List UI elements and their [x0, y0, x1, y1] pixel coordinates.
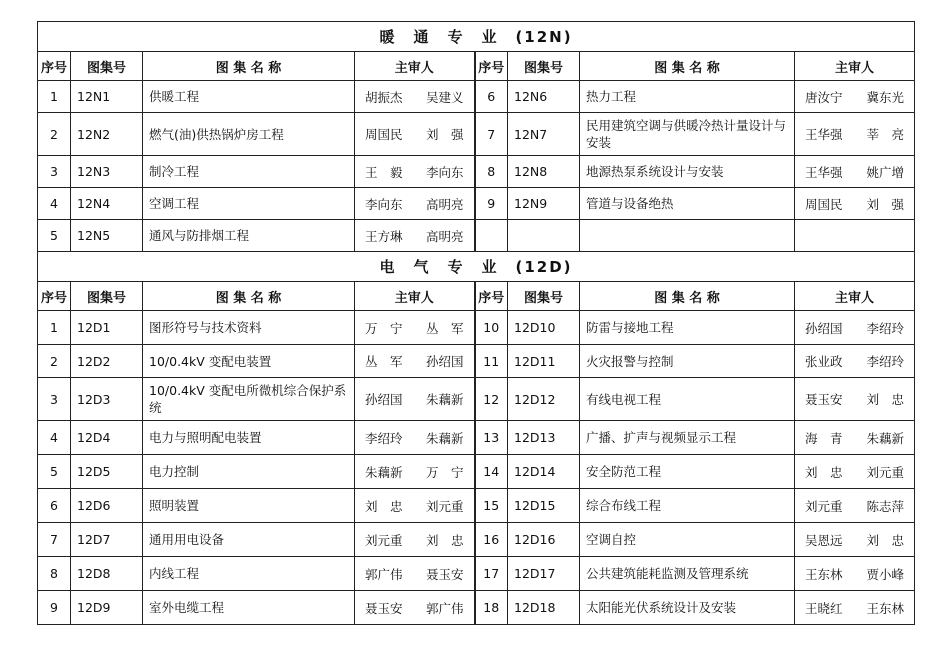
- reviewer-1: 孙绍国: [805, 320, 843, 336]
- atlas-name: [143, 220, 355, 252]
- atlas-reviewer: [355, 156, 475, 188]
- atlas-no: 6: [38, 489, 71, 523]
- atlas-no: 10: [475, 311, 508, 345]
- atlas-no: 2: [38, 345, 71, 378]
- reviewer-2: 刘 强: [866, 196, 905, 212]
- reviewer-2: 吴建义: [425, 89, 464, 105]
- atlas-reviewer: [795, 188, 915, 220]
- atlas-code: 12N5: [71, 220, 143, 252]
- atlas-no: 9: [475, 188, 508, 220]
- reviewer-1: 刘 忠: [805, 464, 843, 480]
- atlas-reviewer: [795, 421, 915, 455]
- atlas-code: 12N7: [508, 113, 580, 156]
- atlas-name-text: 电力与照明配电装置: [149, 430, 262, 445]
- atlas-name-text: 电力控制: [149, 464, 200, 479]
- header-reviewer: 主审人: [795, 282, 915, 311]
- header-no: 序号: [38, 282, 71, 311]
- table-row: [38, 523, 915, 557]
- atlas-code: 12D3: [71, 378, 143, 421]
- reviewer-2: 王东林: [866, 600, 905, 616]
- atlas-name-text: 制冷工程: [149, 164, 200, 179]
- reviewer-2: 李绍玲: [866, 354, 905, 369]
- atlas-name-text: 安全防范工程: [586, 464, 662, 479]
- atlas-no: 14: [475, 455, 508, 489]
- atlas-name: [580, 188, 795, 220]
- atlas-name-text: 10/0.4kV 变配电装置: [149, 353, 272, 369]
- atlas-no: 16: [475, 523, 508, 557]
- atlas-no: 11: [475, 345, 508, 378]
- atlas-reviewer: [355, 591, 475, 625]
- reviewer-1: 孙绍国: [365, 392, 403, 407]
- reviewer-2: 郭广伟: [425, 600, 464, 616]
- atlas-no: 4: [38, 421, 71, 455]
- header-name: 图 集 名 称: [143, 282, 355, 311]
- reviewer-2: 刘元重: [425, 498, 464, 514]
- reviewer-names: [361, 352, 468, 370]
- atlas-name: [143, 345, 355, 378]
- reviewer-1: 郭广伟: [365, 566, 403, 582]
- reviewer-1: 胡振杰: [365, 89, 403, 105]
- reviewer-2: 孙绍国: [425, 354, 464, 369]
- reviewer-2: 高明亮: [425, 196, 464, 212]
- reviewer-2: 刘元重: [866, 464, 905, 480]
- atlas-code: 12D2: [71, 345, 143, 378]
- atlas-reviewer: [795, 113, 915, 156]
- reviewer-1: 聂玉安: [365, 600, 403, 616]
- atlas-reviewer: [795, 557, 915, 591]
- atlas-name-text: 图形符号与技术资料: [149, 320, 262, 335]
- atlas-code: 12D10: [508, 311, 580, 345]
- atlas-no: 3: [38, 378, 71, 421]
- atlas-reviewer: [795, 156, 915, 188]
- atlas-code: 12D8: [71, 557, 143, 591]
- atlas-name-text: 民用建筑空调与供暖冷热计量设计与安装: [586, 118, 787, 150]
- atlas-code: 12D16: [508, 523, 580, 557]
- atlas-no: 7: [38, 523, 71, 557]
- atlas-reviewer: [355, 557, 475, 591]
- empty-cell: [475, 220, 508, 252]
- table-row: [38, 378, 915, 421]
- header-code: 图集号: [508, 282, 580, 311]
- reviewer-names: [801, 497, 908, 515]
- reviewer-names: [361, 463, 468, 481]
- reviewer-names: [801, 319, 908, 337]
- header-name: 图 集 名 称: [143, 52, 355, 81]
- reviewer-1: 刘元重: [365, 532, 403, 548]
- reviewer-2: 刘 忠: [866, 392, 905, 407]
- table-row: [38, 421, 915, 455]
- atlas-code: 12D6: [71, 489, 143, 523]
- header-no: 序号: [475, 52, 508, 81]
- reviewer-2: 冀东光: [866, 89, 905, 105]
- atlas-name: [580, 378, 795, 421]
- atlas-name-text: 有线电视工程: [586, 391, 662, 407]
- reviewer-2: 万 宁: [425, 464, 464, 480]
- atlas-code: 12D7: [71, 523, 143, 557]
- atlas-name: [580, 421, 795, 455]
- section-title: 电 气 专 业 (12D): [38, 252, 915, 282]
- atlas-name: [143, 591, 355, 625]
- atlas-no: 4: [38, 188, 71, 220]
- atlas-no: 6: [475, 81, 508, 113]
- table-row: [38, 345, 915, 378]
- atlas-name: [143, 311, 355, 345]
- reviewer-1: 聂玉安: [805, 392, 843, 407]
- table-row: [38, 113, 915, 156]
- table-row: [38, 220, 915, 252]
- reviewer-1: 刘 忠: [365, 498, 403, 514]
- atlas-name: [143, 523, 355, 557]
- reviewer-1: 王华强: [805, 127, 843, 142]
- atlas-name-text: 通风与防排烟工程: [149, 228, 250, 243]
- atlas-code: 12N9: [508, 188, 580, 220]
- header-reviewer: 主审人: [795, 52, 915, 81]
- reviewer-1: 万 宁: [365, 320, 403, 336]
- atlas-no: 5: [38, 220, 71, 252]
- atlas-reviewer: [795, 489, 915, 523]
- atlas-code: 12D13: [508, 421, 580, 455]
- atlas-code: 12N3: [71, 156, 143, 188]
- atlas-code: 12D11: [508, 345, 580, 378]
- atlas-name: [580, 156, 795, 188]
- empty-cell: [580, 220, 795, 252]
- table-row: [38, 156, 915, 188]
- atlas-no: 8: [475, 156, 508, 188]
- atlas-reviewer: [795, 455, 915, 489]
- reviewer-2: 刘 忠: [866, 532, 905, 548]
- atlas-name-text: 供暖工程: [149, 89, 200, 104]
- atlas-reviewer: [355, 523, 475, 557]
- atlas-name: [580, 311, 795, 345]
- atlas-code: 12N8: [508, 156, 580, 188]
- header-name: 图 集 名 称: [580, 282, 795, 311]
- atlas-reviewer: [795, 311, 915, 345]
- header-no: 序号: [475, 282, 508, 311]
- atlas-catalog-table: [37, 21, 915, 625]
- reviewer-2: 刘 强: [425, 127, 464, 142]
- atlas-code: 12N2: [71, 113, 143, 156]
- reviewer-2: 陈志萍: [866, 498, 905, 514]
- atlas-name: [580, 81, 795, 113]
- reviewer-names: [801, 390, 908, 408]
- atlas-name: [143, 421, 355, 455]
- reviewer-names: [801, 599, 908, 617]
- reviewer-1: 张业政: [805, 354, 843, 369]
- atlas-name-text: 内线工程: [149, 566, 200, 581]
- atlas-reviewer: [355, 455, 475, 489]
- atlas-name-text: 太阳能光伏系统设计及安装: [586, 600, 737, 615]
- reviewer-2: 朱藕新: [425, 430, 464, 446]
- reviewer-names: [801, 463, 908, 481]
- atlas-code: 12D4: [71, 421, 143, 455]
- atlas-name-text: 空调自控: [586, 532, 637, 547]
- reviewer-1: 王方琳: [365, 228, 403, 244]
- atlas-code: 12N4: [71, 188, 143, 220]
- section-title: 暖 通 专 业 (12N): [38, 22, 915, 52]
- reviewer-names: [361, 497, 468, 515]
- atlas-code: 12D18: [508, 591, 580, 625]
- table-row: [38, 489, 915, 523]
- reviewer-names: [801, 531, 908, 549]
- header-reviewer: 主审人: [355, 52, 475, 81]
- atlas-name: [580, 455, 795, 489]
- empty-cell: [508, 220, 580, 252]
- reviewer-1: 周国民: [365, 127, 403, 142]
- atlas-name-text: 燃气(油)供热锅炉房工程: [149, 126, 284, 142]
- reviewer-2: 李绍玲: [866, 320, 905, 336]
- atlas-name: [580, 523, 795, 557]
- atlas-name: [580, 345, 795, 378]
- table-row: [38, 188, 915, 220]
- reviewer-names: [801, 125, 908, 143]
- header-reviewer: 主审人: [355, 282, 475, 311]
- reviewer-1: 周国民: [805, 196, 843, 212]
- header-code: 图集号: [71, 282, 143, 311]
- reviewer-names: [361, 227, 468, 245]
- atlas-no: 1: [38, 311, 71, 345]
- reviewer-1: 朱藕新: [365, 464, 403, 480]
- table-row: [38, 557, 915, 591]
- atlas-name-text: 广播、扩声与视频显示工程: [586, 430, 737, 445]
- reviewer-2: 丛 军: [425, 320, 464, 336]
- reviewer-names: [361, 531, 468, 549]
- atlas-code: 12D12: [508, 378, 580, 421]
- atlas-no: 3: [38, 156, 71, 188]
- atlas-name: [143, 378, 355, 421]
- atlas-reviewer: [355, 188, 475, 220]
- atlas-name: [143, 113, 355, 156]
- atlas-name-text: 室外电缆工程: [149, 600, 225, 615]
- reviewer-2: 刘 忠: [425, 532, 464, 548]
- reviewer-1: 李向东: [365, 196, 403, 212]
- atlas-code: 12N1: [71, 81, 143, 113]
- reviewer-1: 海 青: [805, 430, 843, 446]
- reviewer-2: 贾小峰: [866, 566, 905, 582]
- table-row: [38, 591, 915, 625]
- atlas-name: [143, 188, 355, 220]
- atlas-name-text: 综合布线工程: [586, 498, 662, 513]
- atlas-code: 12D5: [71, 455, 143, 489]
- header-code: 图集号: [71, 52, 143, 81]
- reviewer-2: 朱藕新: [425, 392, 464, 407]
- reviewer-1: 王晓红: [805, 600, 843, 616]
- empty-cell: [795, 220, 915, 252]
- atlas-no: 9: [38, 591, 71, 625]
- reviewer-names: [361, 195, 468, 213]
- reviewer-names: [801, 429, 908, 447]
- atlas-name-text: 热力工程: [586, 89, 637, 104]
- atlas-name: [143, 156, 355, 188]
- header-code: 图集号: [508, 52, 580, 81]
- atlas-name: [580, 489, 795, 523]
- reviewer-1: 丛 军: [365, 354, 403, 369]
- atlas-name-text: 照明装置: [149, 498, 200, 513]
- table-row: [38, 455, 915, 489]
- reviewer-1: 王 毅: [365, 164, 403, 180]
- reviewer-names: [801, 163, 908, 181]
- table-row: [38, 81, 915, 113]
- reviewer-2: 聂玉安: [425, 566, 464, 582]
- atlas-no: 8: [38, 557, 71, 591]
- reviewer-names: [361, 565, 468, 583]
- atlas-name-text: 防雷与接地工程: [586, 320, 674, 335]
- atlas-name-text: 管道与设备绝热: [586, 196, 674, 211]
- reviewer-names: [361, 319, 468, 337]
- reviewer-2: 朱藕新: [866, 430, 905, 446]
- atlas-name: [143, 455, 355, 489]
- reviewer-names: [361, 88, 468, 106]
- atlas-reviewer: [355, 489, 475, 523]
- header-name: 图 集 名 称: [580, 52, 795, 81]
- atlas-no: 13: [475, 421, 508, 455]
- atlas-reviewer: [355, 220, 475, 252]
- reviewer-names: [801, 195, 908, 213]
- atlas-reviewer: [355, 345, 475, 378]
- atlas-no: 7: [475, 113, 508, 156]
- atlas-reviewer: [795, 378, 915, 421]
- reviewer-names: [801, 352, 908, 370]
- atlas-name: [580, 113, 795, 156]
- atlas-reviewer: [795, 523, 915, 557]
- atlas-name: [143, 81, 355, 113]
- reviewer-1: 刘元重: [805, 498, 843, 514]
- atlas-reviewer: [355, 311, 475, 345]
- atlas-reviewer: [795, 591, 915, 625]
- atlas-no: 18: [475, 591, 508, 625]
- reviewer-2: 李向东: [425, 164, 464, 180]
- atlas-reviewer: [355, 421, 475, 455]
- reviewer-1: 吴恩远: [805, 532, 843, 548]
- atlas-no: 12: [475, 378, 508, 421]
- atlas-name: [580, 591, 795, 625]
- atlas-no: 5: [38, 455, 71, 489]
- atlas-name: [143, 557, 355, 591]
- reviewer-names: [361, 599, 468, 617]
- reviewer-names: [361, 390, 468, 408]
- atlas-code: 12D17: [508, 557, 580, 591]
- atlas-no: 2: [38, 113, 71, 156]
- atlas-reviewer: [355, 378, 475, 421]
- atlas-reviewer: [355, 113, 475, 156]
- reviewer-1: 王华强: [805, 164, 843, 180]
- header-no: 序号: [38, 52, 71, 81]
- reviewer-2: 高明亮: [425, 228, 464, 244]
- atlas-name-text: 公共建筑能耗监测及管理系统: [586, 566, 749, 581]
- atlas-no: 1: [38, 81, 71, 113]
- atlas-name: [580, 557, 795, 591]
- atlas-name-text: 空调工程: [149, 196, 200, 211]
- reviewer-names: [361, 163, 468, 181]
- reviewer-1: 唐汝宁: [805, 89, 843, 105]
- atlas-name-text: 火灾报警与控制: [586, 353, 674, 369]
- atlas-code: 12D1: [71, 311, 143, 345]
- atlas-name: [143, 489, 355, 523]
- atlas-code: 12D15: [508, 489, 580, 523]
- reviewer-1: 王东林: [805, 566, 843, 582]
- atlas-no: 17: [475, 557, 508, 591]
- atlas-no: 15: [475, 489, 508, 523]
- atlas-reviewer: [355, 81, 475, 113]
- reviewer-names: [801, 88, 908, 106]
- reviewer-2: 莘 亮: [866, 127, 905, 142]
- atlas-code: 12N6: [508, 81, 580, 113]
- atlas-name-text: 地源热泵系统设计与安装: [586, 164, 724, 179]
- atlas-reviewer: [795, 345, 915, 378]
- reviewer-2: 姚广增: [866, 164, 905, 180]
- atlas-code: 12D9: [71, 591, 143, 625]
- reviewer-names: [361, 125, 468, 143]
- atlas-name-text: 10/0.4kV 变配电所微机综合保护系统: [149, 383, 347, 415]
- reviewer-1: 李绍玲: [365, 430, 403, 446]
- atlas-code: 12D14: [508, 455, 580, 489]
- reviewer-names: [801, 565, 908, 583]
- reviewer-names: [361, 429, 468, 447]
- table-row: [38, 311, 915, 345]
- atlas-name-text: 通用用电设备: [149, 532, 225, 547]
- atlas-reviewer: [795, 81, 915, 113]
